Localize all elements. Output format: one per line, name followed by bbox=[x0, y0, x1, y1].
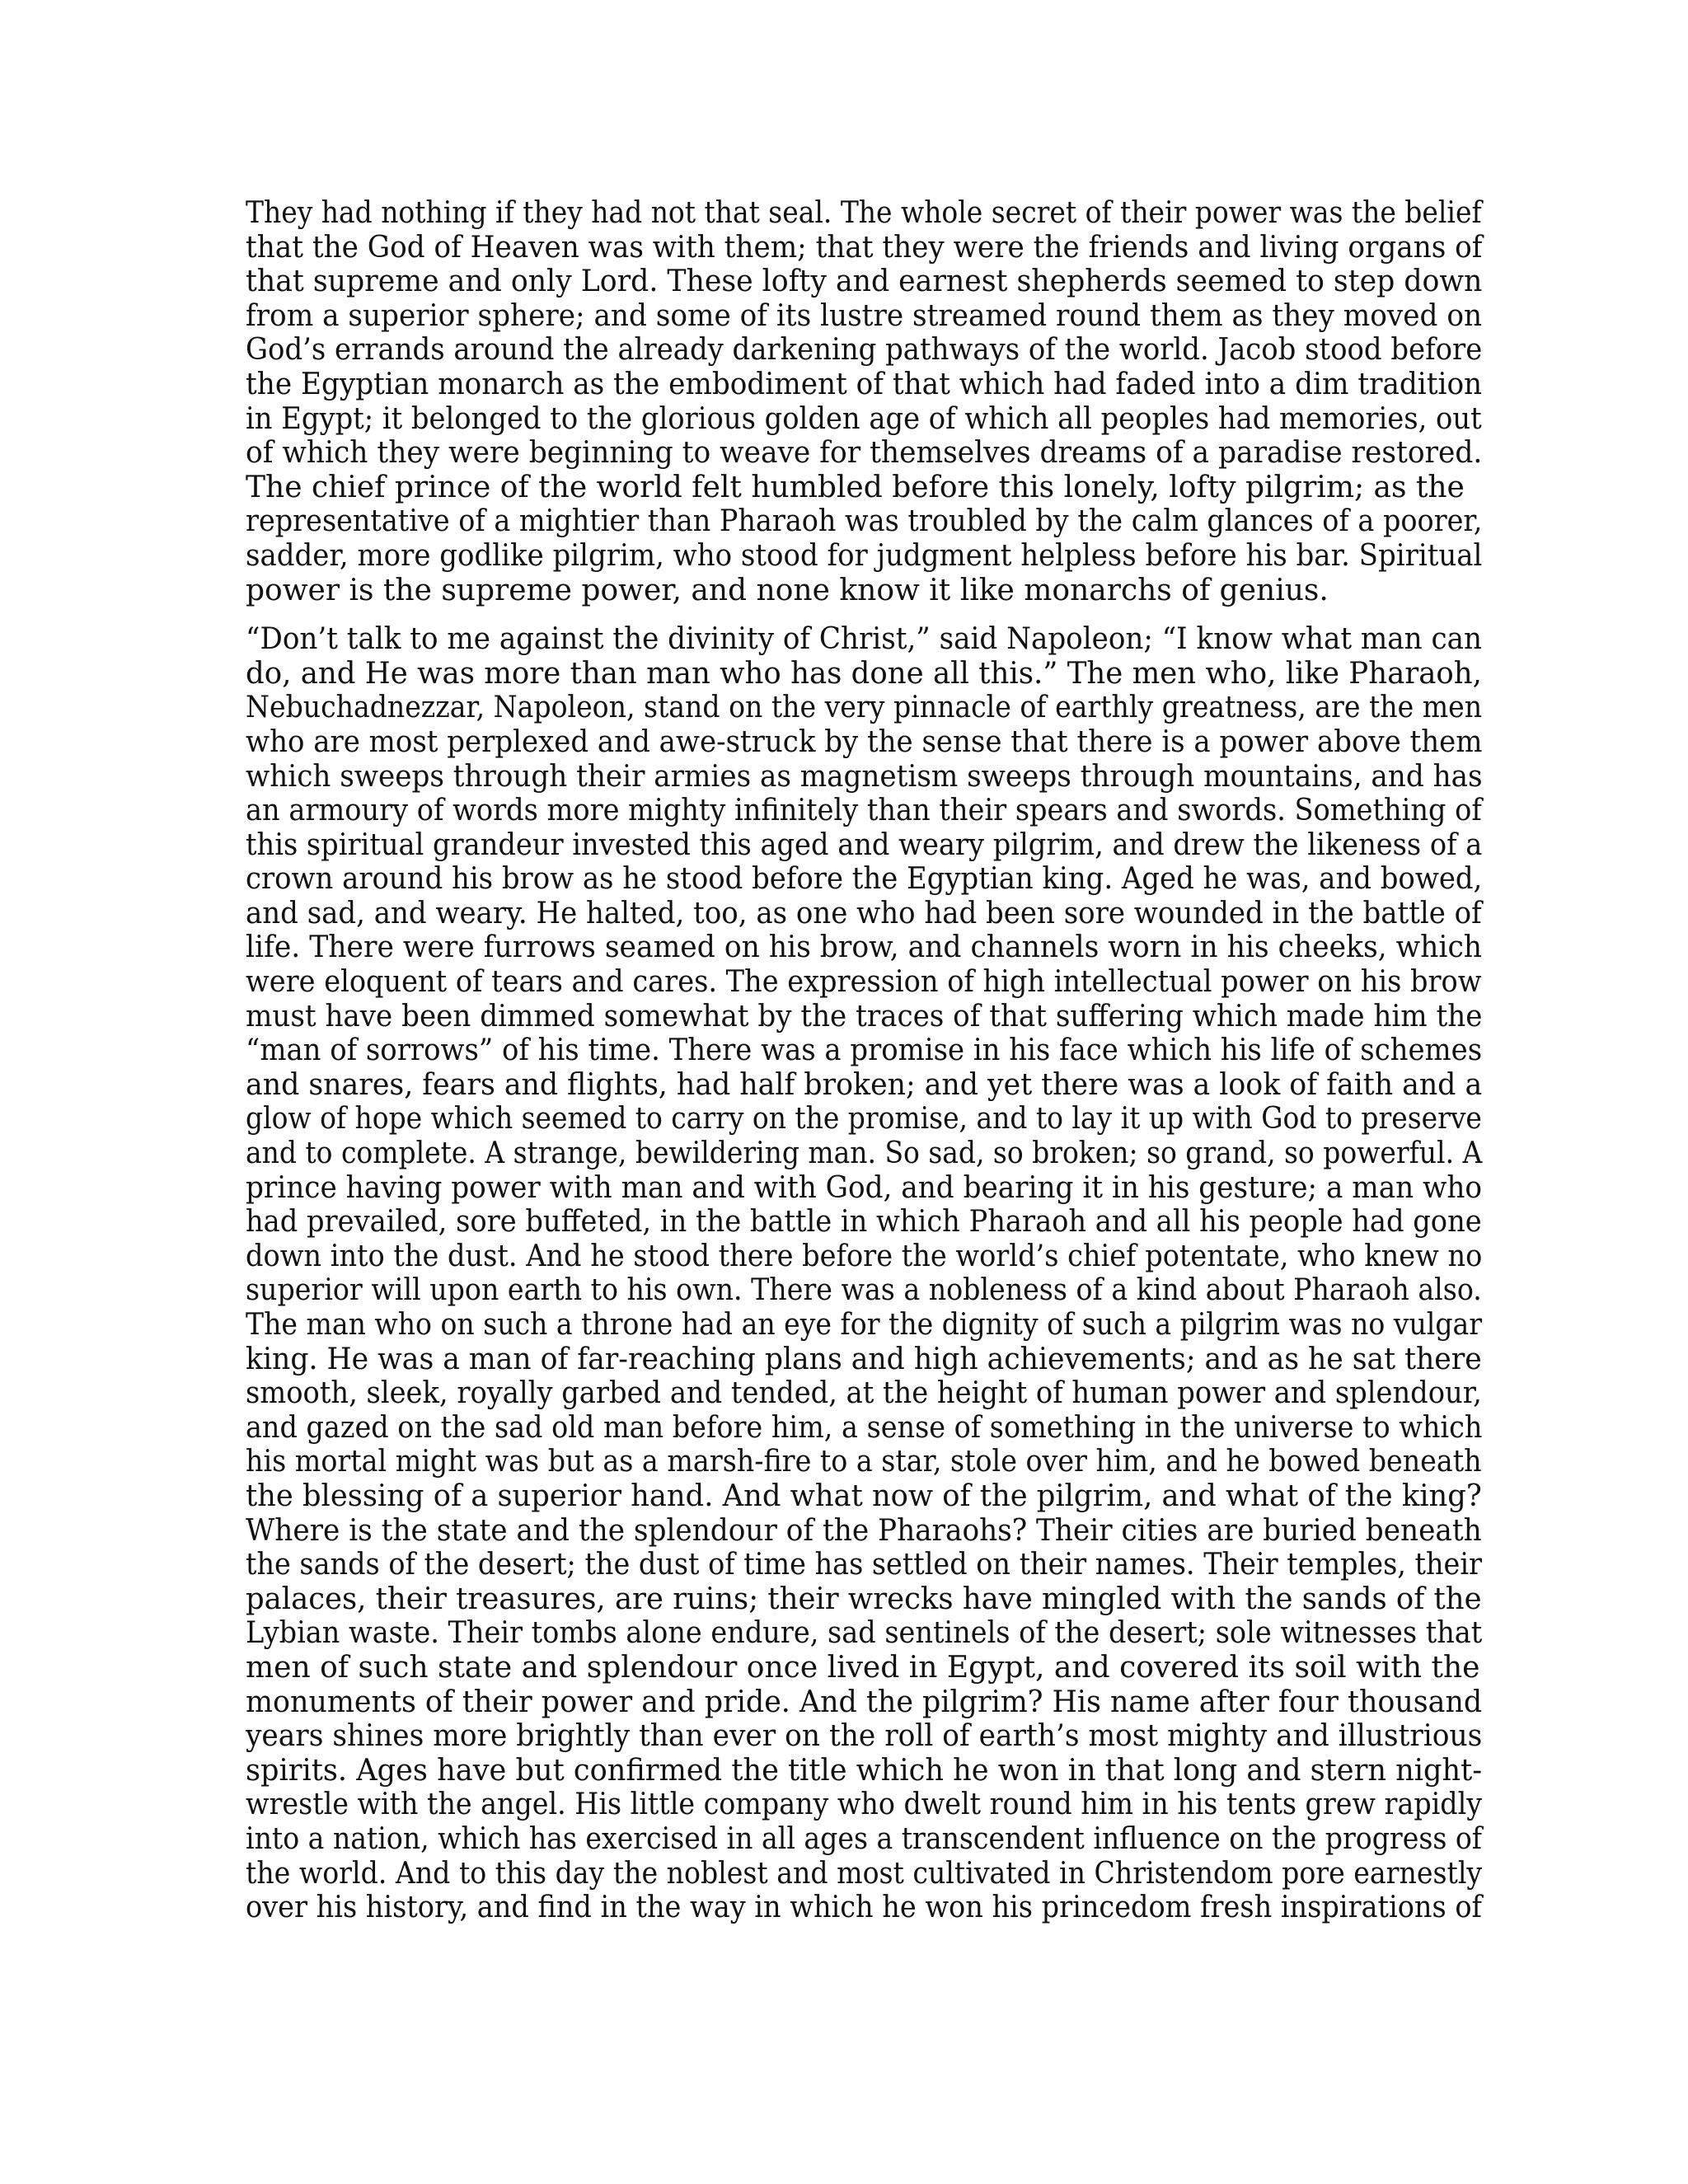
text-line: and snares, fears and flights, had half broken; and yet there was a look of faith and a bbox=[246, 1067, 1483, 1102]
text-line: the world. And to this day the noblest and most cultivated in Christendom pore earnestly bbox=[246, 1856, 1483, 1891]
text-line: They had nothing if they had not that seal. The whole secret of their power was the belief bbox=[246, 196, 1482, 230]
text-line: that the God of Heaven was with them; that they were the friends and living organs of bbox=[246, 230, 1483, 265]
text-line: wrestle with the angel. His little company who dwelt round him in his tents grew rapidly bbox=[246, 1788, 1483, 1822]
text-line: down into the dust. And he stood there before the world’s chief potentate, who knew no bbox=[246, 1239, 1483, 1273]
text-line: Nebuchadnezzar, Napoleon, stand on the very pinnacle of earthly greatness, are the men bbox=[246, 691, 1483, 725]
text-line: “man of sorrows” of his time. There was a promise in his face which his life of schemes bbox=[246, 1033, 1483, 1068]
text-line: had prevailed, sore buffeted, in the battle in which Pharaoh and all his people had gone bbox=[246, 1205, 1482, 1240]
text-line: representative of a mightier than Pharaoh was troubled by the calm glances of a poorer, bbox=[246, 504, 1483, 539]
text-line: Where is the state and the splendour of the Pharaohs? Their cities are buried beneath bbox=[246, 1513, 1482, 1548]
paragraph-gap bbox=[246, 607, 1482, 622]
text-line: do, and He was more than man who has done all this.” The men who, like Pharaoh, bbox=[246, 656, 1482, 691]
text-line: power is the supreme power, and none know it like monarchs of genius. bbox=[246, 573, 1329, 607]
text-line: crown around his brow as he stood before the Egyptian king. Aged he was, and bowed, bbox=[246, 862, 1483, 897]
text-line: and to complete. A strange, bewildering man. So sad, so broken; so grand, so powerful. A bbox=[246, 1137, 1483, 1171]
text-line: the blessing of a superior hand. And what now of the pilgrim, and what of the king? bbox=[246, 1479, 1482, 1513]
body-text bbox=[246, 196, 1482, 1925]
text-line: and sad, and weary. He halted, too, as one who had been sore wounded in the battle of bbox=[246, 896, 1482, 930]
text-line: over his history, and find in the way in which he won his princedom fresh inspirations of bbox=[246, 1891, 1482, 1925]
text-line: palaces, their treasures, are ruins; their wrecks have mingled with the sands of the bbox=[246, 1582, 1482, 1616]
text-line: spirits. Ages have but confirmed the title which he won in that long and stern night- bbox=[246, 1753, 1483, 1788]
text-line: the sands of the desert; the dust of time has settled on their names. Their temples, their bbox=[246, 1548, 1483, 1582]
text-line: life. There were furrows seamed on his brow, and channels worn in his cheeks, which bbox=[246, 930, 1483, 965]
text-line: in Egypt; it belonged to the glorious golden age of which all peoples had memories, out bbox=[246, 401, 1482, 436]
text-line: of which they were beginning to weave for themselves dreams of a paradise restored. bbox=[246, 436, 1483, 471]
text-line: which sweeps through their armies as magnetism sweeps through mountains, and has bbox=[246, 759, 1483, 794]
text-line: and gazed on the sad old man before him, a sense of something in the universe to which bbox=[246, 1410, 1483, 1445]
text-line: an armoury of words more mighty infinitely than their spears and swords. Something of bbox=[246, 794, 1482, 828]
text-line: men of such state and splendour once lived in Egypt, and covered its soil with the bbox=[246, 1650, 1480, 1685]
text-line: the Egyptian monarch as the embodiment of that which had faded into a dim tradition bbox=[246, 367, 1483, 401]
text-line: God’s errands around the already darkening pathways of the world. Jacob stood before bbox=[246, 333, 1483, 368]
text-line: monuments of their power and pride. And the pilgrim? His name after four thousand bbox=[246, 1685, 1483, 1719]
paragraph-2 bbox=[246, 622, 1482, 1925]
text-line: The chief prince of the world felt humbled before this lonely, lofty pilgrim; as the bbox=[246, 470, 1465, 504]
text-line: king. He was a man of far-reaching plans and high achievements; and as he sat there bbox=[246, 1342, 1482, 1376]
text-line: his mortal might was but as a marsh-fire to a star, stole over him, and he bowed beneath bbox=[246, 1445, 1482, 1479]
text-line: The man who on such a throne had an eye for the dignity of such a pilgrim was no vulgar bbox=[246, 1308, 1483, 1342]
text-line: “Don’t talk to me against the divinity of Christ,” said Napoleon; “I know what man can bbox=[246, 622, 1482, 657]
text-line: must have been dimmed somewhat by the traces of that suffering which made him the bbox=[246, 999, 1483, 1033]
text-line: prince having power with man and with God, and bearing it in his gesture; a man who bbox=[246, 1170, 1483, 1205]
text-line: superior will upon earth to his own. There was a nobleness of a kind about Pharaoh also. bbox=[246, 1273, 1482, 1308]
text-line: years shines more brightly than ever on the roll of earth’s most mighty and illustrious bbox=[246, 1719, 1483, 1754]
text-line: glow of hope which seemed to carry on the promise, and to lay it up with God to preserve bbox=[246, 1102, 1482, 1137]
text-line: this spiritual grandeur invested this aged and weary pilgrim, and drew the likeness of a bbox=[246, 827, 1483, 862]
text-line: were eloquent of tears and cares. The expression of high intellectual power on his brow bbox=[246, 965, 1482, 1000]
text-line: from a superior sphere; and some of its lustre streamed round them as they moved on bbox=[246, 298, 1483, 333]
text-line: Lybian waste. Their tombs alone endure, sad sentinels of the desert; sole witnesses that bbox=[246, 1616, 1483, 1651]
paragraph-1 bbox=[246, 196, 1482, 607]
text-line: that supreme and only Lord. These lofty and earnest shepherds seemed to step down bbox=[246, 265, 1483, 299]
text-line: who are most perplexed and awe-struck by the sense that there is a power above them bbox=[246, 724, 1483, 759]
text-line: into a nation, which has exercised in all ages a transcendent influence on the progress of bbox=[246, 1821, 1483, 1856]
text-line: smooth, sleek, royally garbed and tended, at the height of human power and splendour, bbox=[246, 1376, 1482, 1411]
text-line: sadder, more godlike pilgrim, who stood for judgment helpless before his bar. Spiritual bbox=[246, 538, 1483, 573]
